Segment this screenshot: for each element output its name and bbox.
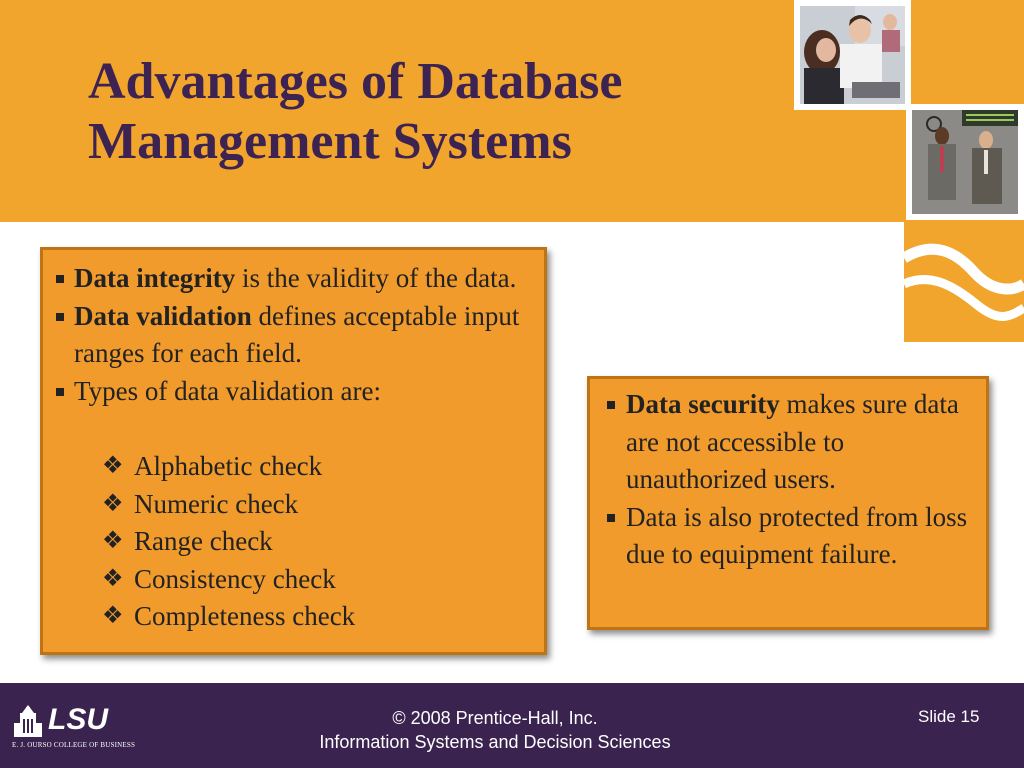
bullet-bold-term: Data integrity: [74, 263, 236, 293]
decor-block-top: [911, 0, 1024, 102]
left-bullet-list: [56, 260, 526, 410]
diamond-bullet-icon: ❖: [102, 565, 124, 592]
square-bullet-icon: [56, 275, 64, 283]
title-line-2: Management Systems: [88, 113, 572, 170]
bullet-validation-types: [56, 373, 526, 411]
bullet-text: Data is also protected from loss due to equipment failure.: [626, 501, 968, 569]
bullet-data-security: [607, 386, 969, 499]
sub-item-range: [48, 523, 518, 561]
square-bullet-icon: [56, 313, 64, 321]
square-bullet-icon: [607, 514, 615, 522]
lsu-logo-subtitle: E. J. OURSO COLLEGE OF BUSINESS: [12, 741, 136, 749]
sub-item-text: Completeness check: [134, 601, 356, 631]
wave-icon: [904, 222, 1024, 342]
business-photo-illustration: [912, 110, 1018, 214]
data-integrity-box: [40, 247, 547, 655]
sub-item-alphabetic: [48, 448, 518, 486]
slide-title: [88, 52, 768, 172]
classroom-photo-illustration: [800, 6, 905, 104]
wave-decor-block: [904, 222, 1024, 342]
lsu-logo: [12, 697, 144, 757]
square-bullet-icon: [607, 401, 615, 409]
bullet-bold-term: Data security: [626, 389, 780, 419]
right-bullet-list: [607, 386, 969, 574]
lsu-logo-text: LSU: [48, 703, 108, 736]
bullet-text: defines acceptable input ranges for each field.: [74, 300, 520, 368]
diamond-bullet-icon: ❖: [102, 453, 124, 479]
sub-item-text: Range check: [134, 526, 273, 556]
classroom-photo: [794, 0, 911, 110]
footer-copyright: © 2008 Prentice-Hall, Inc.: [392, 708, 598, 728]
bullet-text: is the validity of the data.: [235, 263, 517, 293]
diamond-bullet-icon: ❖: [102, 603, 124, 629]
sub-item-text: Consistency check: [134, 563, 336, 594]
footer-bar: [0, 683, 1024, 768]
sub-item-consistency: [48, 561, 518, 599]
bullet-data-integrity: [56, 260, 526, 298]
sub-item-completeness: [48, 598, 518, 636]
bullet-data-protection: [607, 499, 969, 574]
diamond-bullet-icon: ❖: [102, 490, 124, 517]
title-line-1: Advantages of Database: [88, 53, 623, 110]
sub-item-numeric: [48, 486, 518, 524]
sub-item-text: Alphabetic check: [134, 451, 323, 481]
data-security-box: [587, 376, 989, 630]
classroom-photo-image: [800, 6, 905, 104]
diamond-bullet-icon: ❖: [102, 528, 124, 554]
bullet-text: Types of data validation are:: [74, 375, 381, 406]
bullet-text: makes sure data are not accessible to unauthorized users.: [626, 389, 959, 494]
footer-course: Information Systems and Decision Sciences: [319, 732, 671, 752]
validation-type-list: [48, 448, 518, 636]
bullet-bold-term: Data validation: [74, 300, 252, 331]
sub-item-text: Numeric check: [134, 488, 299, 519]
square-bullet-icon: [56, 388, 64, 396]
bullet-data-validation: [56, 298, 526, 373]
business-photo: [906, 104, 1024, 220]
slide-number: Slide 15: [918, 707, 980, 726]
business-photo-image: [912, 110, 1018, 214]
